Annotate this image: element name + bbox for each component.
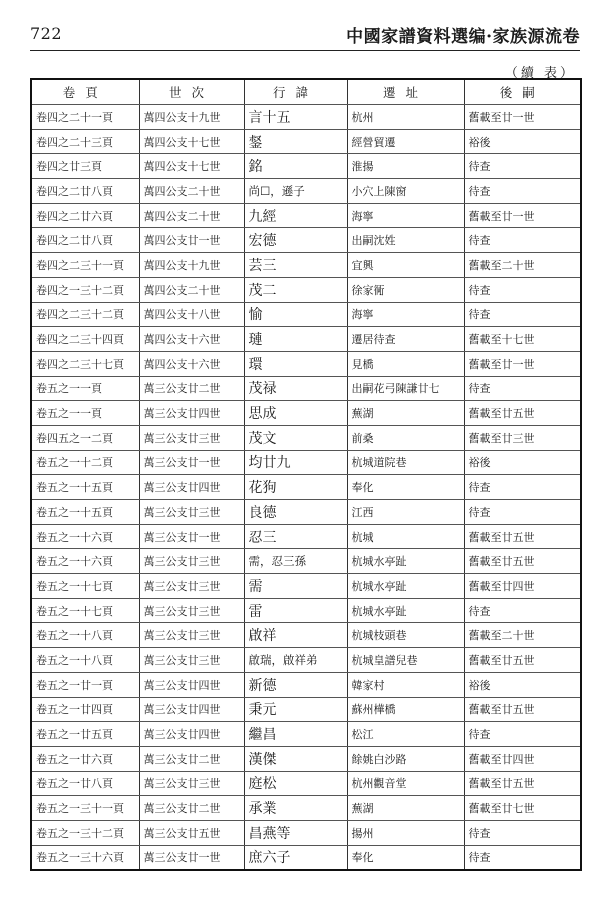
cell-migration-place: 前桑: [347, 425, 464, 450]
table-row: [31, 179, 581, 204]
table-row: [31, 524, 581, 549]
column-header-descendants: 後嗣: [464, 79, 581, 105]
lineage-migration-table: [30, 78, 582, 871]
table-row: [31, 796, 581, 821]
cell-migration-place: 韓家村: [347, 672, 464, 697]
cell-migration-place: 蘇州樺橋: [347, 697, 464, 722]
cell-descendants: 舊載至廿四世: [464, 574, 581, 599]
cell-descendants: 待查: [464, 500, 581, 525]
cell-name: 新德: [244, 672, 347, 697]
cell-migration-place: 海寧: [347, 302, 464, 327]
cell-migration-place: 淮揚: [347, 154, 464, 179]
cell-generation: 萬三公支廿三世: [139, 648, 244, 673]
cell-generation: 萬四公支十九世: [139, 105, 244, 130]
cell-descendants: 待查: [464, 154, 581, 179]
cell-name: 承業: [244, 796, 347, 821]
cell-descendants: 舊載至廿一世: [464, 105, 581, 130]
cell-name: 花狗: [244, 475, 347, 500]
cell-volume-page: 卷四之廿三頁: [31, 154, 139, 179]
cell-generation: 萬三公支廿三世: [139, 500, 244, 525]
table-row: [31, 722, 581, 747]
table-row: [31, 475, 581, 500]
table-row: [31, 746, 581, 771]
cell-volume-page: 卷四之二十一頁: [31, 105, 139, 130]
cell-descendants: 舊載至二十世: [464, 253, 581, 278]
cell-name: 茂禄: [244, 376, 347, 401]
cell-name: 庭松: [244, 771, 347, 796]
table-row: [31, 598, 581, 623]
cell-generation: 萬三公支廿二世: [139, 796, 244, 821]
cell-volume-page: 卷五之一三十一頁: [31, 796, 139, 821]
cell-migration-place: 揚州: [347, 820, 464, 845]
cell-name: 啟瑞，啟祥弟: [244, 648, 347, 673]
cell-generation: 萬三公支廿三世: [139, 425, 244, 450]
table-row: [31, 425, 581, 450]
table-body: [31, 105, 581, 871]
cell-descendants: 待查: [464, 302, 581, 327]
cell-volume-page: 卷五之一廿四頁: [31, 697, 139, 722]
table-row: [31, 228, 581, 253]
cell-generation: 萬三公支廿四世: [139, 672, 244, 697]
cell-name: 昌燕等: [244, 820, 347, 845]
cell-generation: 萬四公支二十世: [139, 203, 244, 228]
cell-volume-page: 卷五之一十八頁: [31, 623, 139, 648]
table-row: [31, 376, 581, 401]
cell-descendants: 待查: [464, 475, 581, 500]
column-header-name: 行諱: [244, 79, 347, 105]
cell-volume-page: 卷五之一三十六頁: [31, 845, 139, 870]
table-row: [31, 549, 581, 574]
cell-migration-place: 奉化: [347, 845, 464, 870]
cell-migration-place: 江西: [347, 500, 464, 525]
table-row: [31, 672, 581, 697]
cell-migration-place: 杭城: [347, 524, 464, 549]
cell-name: 銘: [244, 154, 347, 179]
cell-name: 環: [244, 351, 347, 376]
table-row: [31, 450, 581, 475]
page-number: 722: [30, 24, 63, 43]
cell-descendants: 舊載至十七世: [464, 327, 581, 352]
cell-name: 雷: [244, 598, 347, 623]
cell-migration-place: 經營貿遷: [347, 129, 464, 154]
cell-volume-page: 卷四之二三十四頁: [31, 327, 139, 352]
column-header-volume-page: 卷頁: [31, 79, 139, 105]
table-row: [31, 648, 581, 673]
cell-name: 思成: [244, 401, 347, 426]
cell-volume-page: 卷五之一一頁: [31, 376, 139, 401]
cell-migration-place: 杭城水亭趾: [347, 574, 464, 599]
cell-generation: 萬三公支廿一世: [139, 845, 244, 870]
cell-generation: 萬三公支廿三世: [139, 623, 244, 648]
cell-volume-page: 卷五之一十七頁: [31, 598, 139, 623]
cell-migration-place: 蕪湖: [347, 401, 464, 426]
cell-descendants: 待查: [464, 845, 581, 870]
cell-generation: 萬三公支廿一世: [139, 524, 244, 549]
cell-volume-page: 卷五之一廿八頁: [31, 771, 139, 796]
cell-name: 漢傑: [244, 746, 347, 771]
cell-volume-page: 卷五之一十五頁: [31, 475, 139, 500]
cell-migration-place: 奉化: [347, 475, 464, 500]
table-row: [31, 105, 581, 130]
cell-generation: 萬四公支十六世: [139, 351, 244, 376]
cell-migration-place: 餘姚白沙路: [347, 746, 464, 771]
cell-volume-page: 卷五之一一頁: [31, 401, 139, 426]
cell-name: 啟祥: [244, 623, 347, 648]
cell-volume-page: 卷四之二廿六頁: [31, 203, 139, 228]
cell-generation: 萬三公支廿三世: [139, 771, 244, 796]
table-row: [31, 574, 581, 599]
cell-descendants: 舊載至廿五世: [464, 697, 581, 722]
cell-volume-page: 卷五之一廿一頁: [31, 672, 139, 697]
cell-migration-place: 見橋: [347, 351, 464, 376]
cell-name: 言十五: [244, 105, 347, 130]
cell-name: 均廿九: [244, 450, 347, 475]
cell-name: 繼昌: [244, 722, 347, 747]
cell-descendants: 舊載至二十世: [464, 623, 581, 648]
cell-descendants: 舊載至廿五世: [464, 524, 581, 549]
cell-generation: 萬三公支廿三世: [139, 598, 244, 623]
cell-descendants: 舊載至廿三世: [464, 425, 581, 450]
cell-generation: 萬三公支廿四世: [139, 722, 244, 747]
cell-generation: 萬三公支廿一世: [139, 450, 244, 475]
column-header-migration-place: 遷址: [347, 79, 464, 105]
cell-name: 宏德: [244, 228, 347, 253]
cell-migration-place: 出嗣花弓陳謙廿七: [347, 376, 464, 401]
cell-generation: 萬四公支十六世: [139, 327, 244, 352]
cell-volume-page: 卷四之二三十一頁: [31, 253, 139, 278]
cell-migration-place: 蕪湖: [347, 796, 464, 821]
table-row: [31, 623, 581, 648]
table-row: [31, 154, 581, 179]
cell-descendants: 待查: [464, 376, 581, 401]
table-row: [31, 302, 581, 327]
cell-volume-page: 卷四之二廿八頁: [31, 228, 139, 253]
cell-descendants: 待查: [464, 179, 581, 204]
cell-migration-place: 遷居待查: [347, 327, 464, 352]
cell-name: 庶六子: [244, 845, 347, 870]
cell-generation: 萬三公支廿四世: [139, 401, 244, 426]
cell-generation: 萬三公支廿五世: [139, 820, 244, 845]
cell-descendants: 待查: [464, 228, 581, 253]
cell-volume-page: 卷四之二三十二頁: [31, 302, 139, 327]
column-header-generation: 世次: [139, 79, 244, 105]
cell-generation: 萬三公支廿三世: [139, 549, 244, 574]
cell-name: 愉: [244, 302, 347, 327]
cell-name: 良德: [244, 500, 347, 525]
cell-volume-page: 卷五之一十八頁: [31, 648, 139, 673]
cell-name: 茂文: [244, 425, 347, 450]
cell-generation: 萬四公支廿一世: [139, 228, 244, 253]
cell-volume-page: 卷四五之一二頁: [31, 425, 139, 450]
table-row: [31, 203, 581, 228]
table-row: [31, 820, 581, 845]
cell-volume-page: 卷五之一十六頁: [31, 524, 139, 549]
cell-name: 錖: [244, 129, 347, 154]
cell-descendants: 舊載至廿四世: [464, 746, 581, 771]
table-row: [31, 253, 581, 278]
cell-volume-page: 卷五之一十二頁: [31, 450, 139, 475]
cell-descendants: 舊載至廿五世: [464, 648, 581, 673]
cell-descendants: 待查: [464, 722, 581, 747]
cell-descendants: 舊載至廿一世: [464, 203, 581, 228]
cell-migration-place: 宜興: [347, 253, 464, 278]
cell-generation: 萬四公支十七世: [139, 129, 244, 154]
cell-name: 芸三: [244, 253, 347, 278]
cell-migration-place: 出嗣沈姓: [347, 228, 464, 253]
header-rule: [30, 50, 580, 51]
cell-migration-place: 杭城水亭趾: [347, 549, 464, 574]
cell-volume-page: 卷四之二三十七頁: [31, 351, 139, 376]
cell-migration-place: 杭城枝頭巷: [347, 623, 464, 648]
cell-descendants: 裕後: [464, 672, 581, 697]
table-row: [31, 771, 581, 796]
table-row: [31, 401, 581, 426]
cell-name: 需，忍三孫: [244, 549, 347, 574]
cell-name: 秉元: [244, 697, 347, 722]
table-row: [31, 129, 581, 154]
cell-descendants: 舊載至廿五世: [464, 401, 581, 426]
table-row: [31, 500, 581, 525]
cell-migration-place: 海寧: [347, 203, 464, 228]
table-header-row: [31, 79, 581, 105]
cell-name: 茂二: [244, 277, 347, 302]
cell-generation: 萬三公支廿二世: [139, 376, 244, 401]
cell-volume-page: 卷五之一十六頁: [31, 549, 139, 574]
cell-name: 九經: [244, 203, 347, 228]
cell-name: 需: [244, 574, 347, 599]
cell-migration-place: 杭州觀音堂: [347, 771, 464, 796]
cell-descendants: 待查: [464, 277, 581, 302]
cell-generation: 萬三公支廿四世: [139, 697, 244, 722]
cell-descendants: 待查: [464, 598, 581, 623]
cell-generation: 萬三公支廿三世: [139, 574, 244, 599]
table-row: [31, 351, 581, 376]
cell-name: 忍三: [244, 524, 347, 549]
cell-generation: 萬四公支十九世: [139, 253, 244, 278]
cell-migration-place: 徐家衕: [347, 277, 464, 302]
cell-volume-page: 卷五之一十七頁: [31, 574, 139, 599]
cell-generation: 萬四公支二十世: [139, 179, 244, 204]
cell-descendants: 舊載至廿五世: [464, 549, 581, 574]
cell-generation: 萬四公支二十世: [139, 277, 244, 302]
cell-generation: 萬三公支廿四世: [139, 475, 244, 500]
cell-volume-page: 卷五之一十五頁: [31, 500, 139, 525]
cell-volume-page: 卷四之二廿八頁: [31, 179, 139, 204]
cell-generation: 萬四公支十七世: [139, 154, 244, 179]
cell-migration-place: 杭城道院巷: [347, 450, 464, 475]
cell-descendants: 舊載至廿一世: [464, 351, 581, 376]
table-row: [31, 697, 581, 722]
running-head-title: 中國家譜資料選编·家族源流卷: [346, 27, 580, 47]
cell-descendants: 裕後: [464, 450, 581, 475]
table-row: [31, 277, 581, 302]
cell-volume-page: 卷五之一三十二頁: [31, 820, 139, 845]
cell-descendants: 待查: [464, 820, 581, 845]
cell-migration-place: 杭城皇譜兒巷: [347, 648, 464, 673]
cell-migration-place: 杭州: [347, 105, 464, 130]
cell-name: 尚☐，遜子: [244, 179, 347, 204]
cell-name: 璉: [244, 327, 347, 352]
cell-descendants: 舊載至廿五世: [464, 771, 581, 796]
cell-volume-page: 卷四之一三十二頁: [31, 277, 139, 302]
cell-generation: 萬三公支廿二世: [139, 746, 244, 771]
cell-volume-page: 卷五之一廿六頁: [31, 746, 139, 771]
cell-descendants: 舊載至廿七世: [464, 796, 581, 821]
continued-table-label: （續 表）: [504, 66, 576, 81]
cell-generation: 萬四公支十八世: [139, 302, 244, 327]
table-row: [31, 845, 581, 870]
cell-volume-page: 卷五之一廿五頁: [31, 722, 139, 747]
cell-migration-place: 杭城水亭趾: [347, 598, 464, 623]
cell-volume-page: 卷四之二十三頁: [31, 129, 139, 154]
cell-migration-place: 小穴上陳窗: [347, 179, 464, 204]
table-row: [31, 327, 581, 352]
cell-migration-place: 松江: [347, 722, 464, 747]
cell-descendants: 裕後: [464, 129, 581, 154]
